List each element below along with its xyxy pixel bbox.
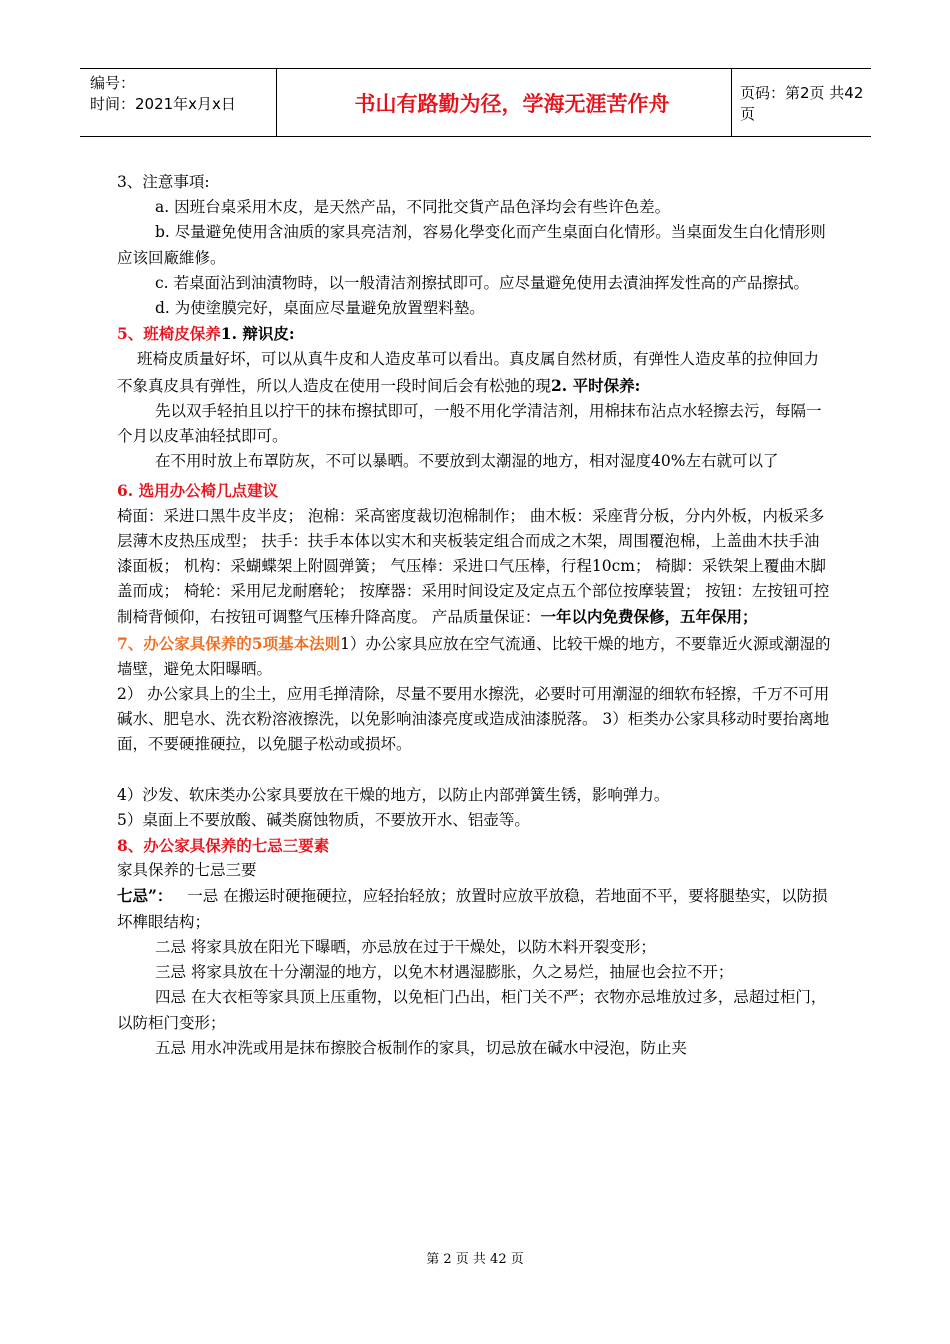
spacer [117, 758, 833, 783]
section-8-rule-5: 五忌 用水冲洗或用是抹布擦胶合板制作的家具，切忌放在碱水中浸泡，防止夹 [155, 1038, 687, 1057]
page-header [80, 68, 871, 137]
section-6-warranty: 一年以内免费保修，五年保用； [540, 607, 758, 627]
section-7-item-2-3: 2） 办公家具上的尘土，应用毛掸清除，尽量不要用水擦洗，必要时可用潮湿的细软布轻擦，千万不可用碱水、肥皂水、洗衣粉溶液擦洗，以免影响油漆亮度或造成油漆脱落。 3）柜类办公家具移动时要抬离地面，不要硬推硬拉，以免腿子松动或损坏。 [117, 685, 830, 754]
section-5-text-1: 班椅皮质量好坏，可以从真牛皮和人造皮革可以看出。真皮属自然材质，有弹性人造皮革的拉伸回力不象真皮具有弹性，所以人造皮在使用一段时间后会有松弛的現 [117, 350, 820, 395]
page-footer: 第 2 页 共 42 页 [426, 1252, 524, 1267]
section-6-text: 椅面：采进口黑牛皮半皮； 泡棉：采高密度裁切泡棉制作； 曲木板：采座背分板，分内外板，内板采多层薄木皮热压成型； 扶手：扶手本体以实木和夹板装定组合而成之木架，周围覆泡棉，上盖曲木扶手油漆面板； 机构：采蝴蝶架上附圆弹簧； 气压棒：采进口气压棒，行程10cm； 椅脚：采铁架上覆曲木脚盖而成； 椅轮：采用尼龙耐磨轮； 按摩器：采用时间设定及定点五个部位按摩装置； 按钮：左按钮可控制椅背倾仰，右按钮可调整气压棒升降高度。 产品质量保证： [117, 506, 830, 627]
section-6-title: 6. 选用办公椅几点建议 [117, 481, 279, 501]
number-label: 编号： [90, 74, 136, 92]
section-5-paragraph-3: 在不用时放上布罩防灰，不可以暴晒。不要放到太潮湿的地方，相对湿度40%左右就可以了 [155, 452, 779, 471]
section-3-item-c: c. 若桌面沾到油漬物時，以一般清洁剂擦拭即可。应尽量避免使用去漬油挥发性高的产品擦拭。 [155, 273, 810, 292]
section-8-rule-1 [117, 883, 833, 934]
section-3-item-a: a. 因班台桌采用木皮，是天然产品，不同批交貨产品色泽均会有些许色差。 [155, 198, 671, 217]
section-6-paragraph [117, 504, 833, 631]
section-3-title: 3、注意事項: [117, 173, 210, 191]
section-8-rule-3: 三忌 将家具放在十分潮湿的地方，以免木材遇湿膨胀，久之易烂，抽屉也会拉不开； [155, 963, 734, 982]
document-body [117, 170, 833, 1061]
section-7-title: 7、办公家具保养的5项基本法则 [117, 633, 341, 653]
section-8-rule-2: 二忌 将家具放在阳光下曝晒，亦忌放在过于干燥处，以防木料开裂变形； [155, 937, 656, 956]
header-divider [276, 69, 277, 136]
section-5-subtitle-1: 1. 辩识皮: [220, 324, 295, 344]
section-3-item-d: d. 为使塗膜完好，桌面应尽量避免放置塑料墊。 [155, 299, 485, 318]
section-8-rule-4: 四忌 在大衣柜等家具顶上压重物，以免柜门凸出，柜门关不严；衣物亦忌堆放过多，忌超过柜门，以防柜门变形； [117, 988, 827, 1032]
time-label: 时间：2021年x月x日 [90, 95, 236, 113]
section-7-item-1: 1）办公家具应放在空气流通、比较干燥的地方，不要靠近火源或潮湿的墙壁，避免太阳曝晒。 [117, 634, 831, 678]
header-divider [731, 69, 732, 136]
rule-1-text: 一忌 在搬运时硬拖硬拉，应轻抬轻放；放置时应放平放稳，若地面不平，要将腿垫实，以防损坏榫眼结构； [117, 887, 828, 931]
header-page-info: 页码：第2页 共42页 [740, 83, 864, 123]
section-8-subtitle: 家具保养的七忌三要 [117, 861, 257, 880]
section-5-heading [117, 321, 833, 347]
section-7-heading [117, 631, 833, 682]
section-5-subtitle-2: 2. 平时保养: [551, 375, 641, 395]
qiji-label: 七忌”： [117, 886, 173, 906]
header-motto: 书山有路勤为径，学海无涯苦作舟 [354, 91, 670, 116]
section-7-item-4: 4）沙发、软床类办公家具要放在干燥的地方，以防止内部弹簧生锈，影响弹力。 [117, 785, 670, 804]
section-5-title: 5、班椅皮保养 [117, 324, 221, 344]
section-7-item-5: 5）桌面上不要放酸、碱类腐蚀物质，不要放开水、铝壶等。 [117, 810, 530, 829]
section-3-item-b: b. 尽量避免使用含油质的家具亮洁剂，容易化學变化而产生桌面白化情形。当桌面发生白化情形则应该回廠維修。 [117, 223, 826, 267]
section-5-paragraph-2: 先以双手轻拍且以拧干的抹布擦拭即可，一般不用化学清洁剂，用棉抹布沾点水轻擦去污，每隔一个月以皮革油轻拭即可。 [117, 401, 822, 446]
section-5-paragraph-1 [117, 347, 833, 398]
header-meta [90, 73, 236, 115]
section-8-title: 8、办公家具保养的七忌三要素 [117, 836, 330, 856]
